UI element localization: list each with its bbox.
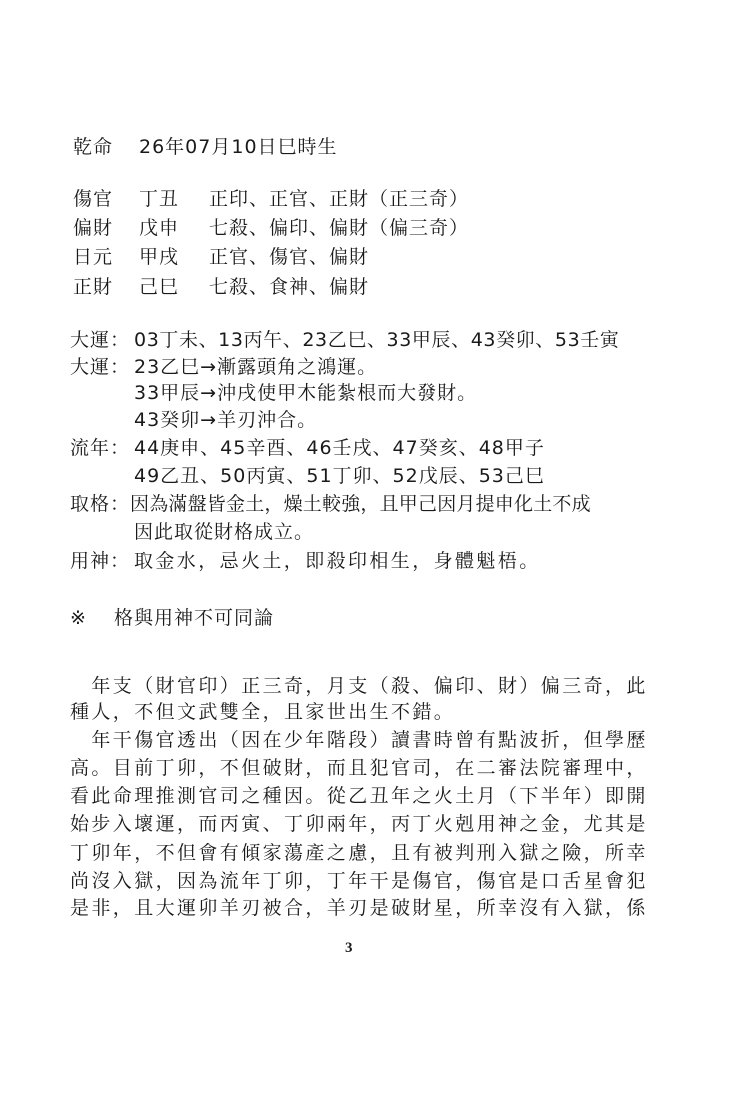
body-line: 丁卯年，不但會有傾家蕩產之慮，且有被判刑入獄之險，所幸: [70, 842, 648, 864]
gender-label: 乾命: [73, 136, 114, 158]
body-line: 看此命理推測官司之種因。從乙丑年之火土月（下半年）即開: [70, 785, 648, 807]
dayun-note: 43癸卯→羊刃沖合。: [134, 409, 318, 431]
body-line: 是非，且大運卯羊刃被合，羊刃是破財星，所幸沒有入獄，係: [70, 897, 648, 919]
dayun-list-label: 大運：: [70, 329, 131, 351]
dayun-note: 33甲辰→沖戌使甲木能紮根而大發財。: [134, 382, 478, 404]
dayun-notes-label: 大運：: [70, 356, 131, 378]
birth-info: 26年07月10日巳時生: [139, 136, 338, 158]
liunian-entries: 44庚申、45辛酉、46壬戌、47癸亥、48甲子: [134, 437, 545, 459]
quge-label: 取格：: [70, 493, 131, 515]
page-number: 3: [345, 940, 353, 956]
pillar-shishen: 偏財: [73, 217, 114, 239]
yongshen-text: 取金水，忌火土，即殺印相生，身體魁梧。: [134, 550, 541, 572]
body-line: 年干傷官透出（因在少年階段）讀書時曾有點波折，但學歷: [70, 729, 648, 751]
pillar-ganzhi: 丁丑: [139, 188, 180, 210]
body-line: 始步入壞運，而丙寅、丁卯兩年，丙丁火剋用神之金，尤其是: [70, 813, 648, 835]
liunian-label: 流年：: [70, 437, 131, 459]
body-line: 高。目前丁卯，不但破財，而且犯官司，在二審法院審理中，: [70, 757, 648, 779]
pillar-shishen: 正財: [73, 276, 114, 298]
dayun-list: 03丁未、13丙午、23乙巳、33甲辰、43癸卯、53壬寅: [134, 329, 620, 351]
section-title: 格與用神不可同論: [114, 607, 275, 629]
body-line: 種人，不但文武雙全，且家世出生不錯。: [70, 701, 456, 723]
pillar-hidden: 正官、傷官、偏財: [209, 246, 370, 268]
pillar-shishen: 傷官: [73, 188, 114, 210]
reference-mark-icon: ※: [70, 607, 87, 629]
liunian-entries: 49乙丑、50丙寅、51丁卯、52戊辰、53己巳: [134, 465, 545, 487]
pillar-ganzhi: 戊申: [139, 217, 180, 239]
yongshen-label: 用神：: [70, 550, 131, 572]
pillar-hidden: 七殺、偏印、偏財（偏三奇）: [209, 217, 470, 239]
body-line: 尚沒入獄，因為流年丁卯，丁年干是傷官，傷官是口舌星會犯: [70, 870, 648, 892]
body-line: 年支（財官印）正三奇，月支（殺、偏印、財）偏三奇，此: [70, 675, 648, 697]
pillar-ganzhi: 己巳: [139, 276, 180, 298]
quge-text: 因此取從財格成立。: [134, 521, 315, 543]
quge-text: 因為滿盤皆金土，燥土較強，且甲己因月提申化土不成: [130, 493, 591, 515]
pillar-ganzhi: 甲戌: [139, 246, 180, 268]
pillar-shishen: 日元: [73, 246, 114, 268]
dayun-note: 23乙巳→漸露頭角之鴻運。: [134, 356, 378, 378]
pillar-hidden: 七殺、食神、偏財: [209, 276, 370, 298]
pillar-hidden: 正印、正官、正財（正三奇）: [209, 188, 470, 210]
